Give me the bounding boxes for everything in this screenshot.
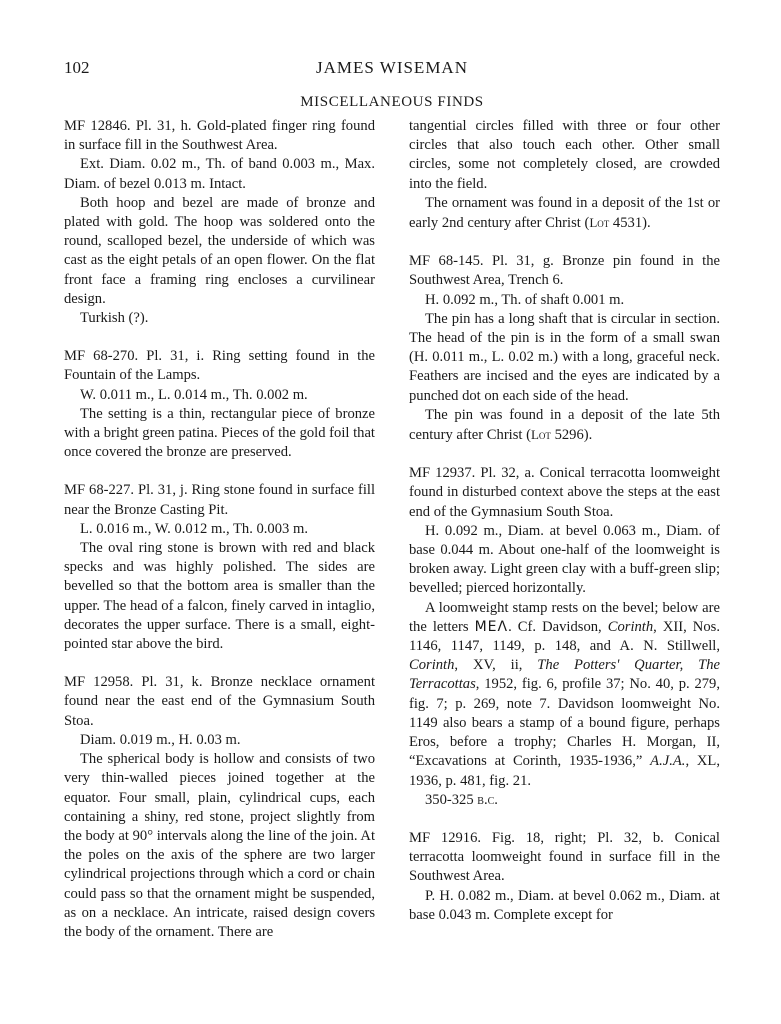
catalog-entry: [409, 829, 720, 925]
entry-deposit: The ornament was found in a deposit of the 1st or early 2nd century after Christ (Lot 4531).: [409, 194, 720, 232]
running-title: JAMES WISEMAN: [315, 58, 468, 77]
entry-description: The setting is a thin, rectangular piece of bronze with a bright green patina. Pieces of the gold foil that once covered the bronze are preserved.: [64, 405, 375, 461]
lot-label: Lot: [530, 427, 551, 443]
catalog-entry: [409, 464, 720, 810]
entry-dimensions: P. H. 0.082 m., Diam. at bevel 0.062 m., Diam. at base 0.043 m. Complete except for: [409, 887, 720, 923]
lot-label: Lot: [589, 215, 610, 231]
stamp-letters: ΜΕΛ: [474, 618, 509, 635]
entry-heading: MF 12916. Fig. 18, right; Pl. 32, b. Conical terracotta loomweight found in surface fill in the Southwest Area.: [409, 829, 720, 885]
entry-description: Both hoop and bezel are made of bronze and plated with gold. The hoop was soldered onto the round, scalloped bezel, the underside of which was cast as the eight petals of an open flower. On the flat front face a framing ring encloses a curvilinear design.: [64, 194, 375, 307]
entry-heading: MF 68-145. Pl. 31, g. Bronze pin found in the Southwest Area, Trench 6.: [409, 253, 720, 289]
catalog-entry-continued: [409, 117, 720, 233]
entry-dimensions: W. 0.011 m., L. 0.014 m., Th. 0.002 m.: [80, 386, 308, 403]
entry-dimensions: Ext. Diam. 0.02 m., Th. of band 0.003 m., Max. Diam. of bezel 0.013 m. Intact.: [64, 156, 375, 192]
right-column: [409, 117, 720, 944]
entry-dimensions: Diam. 0.019 m., H. 0.03 m.: [80, 731, 241, 748]
entry-description: tangential circles filled with three or four other circles that also touch each other. Other small circles, some not completely closed, are crowded into the field.: [409, 118, 720, 192]
catalog-entry: [409, 252, 720, 445]
entry-date: 350-325 b.c.: [425, 791, 498, 808]
page-header: [64, 58, 720, 80]
entry-description: The spherical body is hollow and consists of two very thin-walled pieces joined together at the equator. Four small, plain, cylindrical cups, each containing a shiny, red stone, project slightly from the body at 90° intervals along the line of the join. At the poles on the axis of the sphere are two larger cylindrical projections through which a cord or chain could pass so that the ornament might be suspended, as on a necklace. An intricate, raised design covers the body of the ornament. There are: [64, 751, 375, 940]
entry-deposit: The pin was found in a deposit of the late 5th century after Christ (Lot 5296).: [409, 406, 720, 444]
entry-dimensions: H. 0.092 m., Th. of shaft 0.001 m.: [425, 291, 625, 308]
page-number: 102: [64, 58, 90, 77]
catalog-entry: [64, 481, 375, 654]
entry-stamp-discussion: A loomweight stamp rests on the bevel; below are the letters ΜΕΛ. Cf. Davidson, Corinth, XII, Nos. 1146, 1147, 1149, p. 148, and A. N. Stillwell, Corinth, XV, ii, The Potters' Quarter, The Terracottas, 1952, fig. 6, profile 37; No. 40, p. 279, fig. 7; p. 269, note 7. Davidson loomweight No. 1149 also bears a stamp of a bound figure, perhaps Eros, before a trophy; Charles H. Morgan, II, “Excavations at Corinth, 1935-1936,” A.J.A., XL, 1936, p. 481, fig. 21.: [409, 599, 720, 789]
entry-heading: MF 12958. Pl. 31, k. Bronze necklace ornament found near the east end of the Gymnasium South Stoa.: [64, 674, 375, 729]
entry-heading: MF 12937. Pl. 32, a. Conical terracotta loomweight found in disturbed context above the steps at the east end of the Gymnasium South Stoa.: [409, 465, 720, 520]
left-column: [64, 117, 375, 961]
catalog-entry: [64, 347, 375, 462]
entry-description: The oval ring stone is brown with red and black specks and was highly polished. The sides are bevelled so that the bottom area is smaller than the upper. The head of a falcon, finely carved in intaglio, decorates the upper surface. There is a small, eight-pointed star above the bird.: [64, 540, 375, 653]
entry-dimensions: L. 0.016 m., W. 0.012 m., Th. 0.003 m.: [80, 520, 308, 537]
entry-description: The pin has a long shaft that is circular in section. The head of the pin is in the form of a small swan (H. 0.011 m., L. 0.02 m.) with a long, graceful neck. Feathers are incised and the eyes are indicated by a punched dot on each side of the head.: [409, 310, 720, 404]
catalog-entry: [64, 117, 375, 328]
entry-heading: MF 12846. Pl. 31, h. Gold-plated finger ring found in surface fill in the Southwest Area.: [64, 118, 375, 154]
entry-dimensions: H. 0.092 m., Diam. at bevel 0.063 m., Diam. of base 0.044 m. About one-half of the loomweight is broken away. Light green clay with a buff-green slip; bevelled; pierced horizontally.: [409, 522, 720, 597]
entry-date: Turkish (?).: [80, 310, 149, 327]
entry-heading: MF 68-270. Pl. 31, i. Ring setting found in the Fountain of the Lamps.: [64, 348, 375, 384]
entry-heading: MF 68-227. Pl. 31, j. Ring stone found in surface fill near the Bronze Casting Pit.: [64, 482, 375, 518]
section-title: MISCELLANEOUS FINDS: [300, 94, 484, 110]
catalog-entry: [64, 673, 375, 942]
